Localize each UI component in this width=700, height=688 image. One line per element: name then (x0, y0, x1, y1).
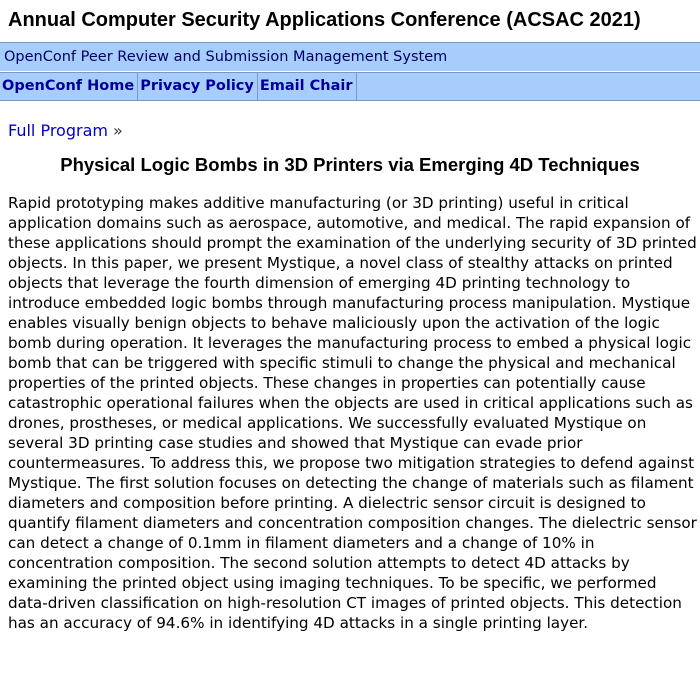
system-name-bar: OpenConf Peer Review and Submission Management System (0, 42, 700, 72)
top-nav (0, 72, 700, 101)
paper-abstract: Rapid prototyping makes additive manufacturing (or 3D printing) useful in critical application domains such as aerospace, automotive, and medical. The rapid expansion of these applications should prompt the examination of the underlying security of 3D printed objects. In this paper, we present Mystique, a novel class of stealthy attacks on printed objects that leverage the fourth dimension of emerging 4D printing technology to introduce embedded logic bombs through manufacturing process manipulation. Mystique enables visually benign objects to behave maliciously upon the activation of the logic bomb during operation. It leverages the manufacturing process to embed a physical logic bomb that can be triggered with specific stimuli to change the physical and mechanical properties of the printed objects. These changes in properties can potentially cause catastrophic operational failures when the objects are used in critical applications such as drones, prostheses, or medical applications. We successfully evaluated Mystique on several 3D printing case studies and showed that Mystique can evade prior countermeasures. To address this, we propose two mitigation strategies to defend against Mystique. The first solution focuses on detecting the change of materials such as filament diameters and composition before printing. A dielectric sensor circuit is designed to quantify filament diameters and concentration composition changes. The dielectric sensor can detect a change of 0.1mm in filament diameters and a change of 10% in concentration composition. The second solution attempts to detect 4D attacks by examining the printed object using imaging techniques. To be specific, we performed data-driven classification on high-resolution CT images of printed objects. This detection has an accuracy of 94.6% in identifying 4D attacks in a single printing layer. (8, 194, 697, 632)
nav-openconf-home-link[interactable]: OpenConf Home (0, 73, 138, 100)
nav-email-chair-link[interactable]: Email Chair (258, 73, 357, 100)
breadcrumb-separator: » (113, 121, 123, 140)
breadcrumb (8, 121, 123, 141)
paper-title: Physical Logic Bombs in 3D Printers via Emerging 4D Techniques (60, 154, 640, 175)
full-program-link[interactable]: Full Program (8, 121, 108, 140)
conference-title: Annual Computer Security Applications Conference (ACSAC 2021) (8, 9, 641, 31)
nav-privacy-policy-link[interactable]: Privacy Policy (138, 73, 258, 100)
